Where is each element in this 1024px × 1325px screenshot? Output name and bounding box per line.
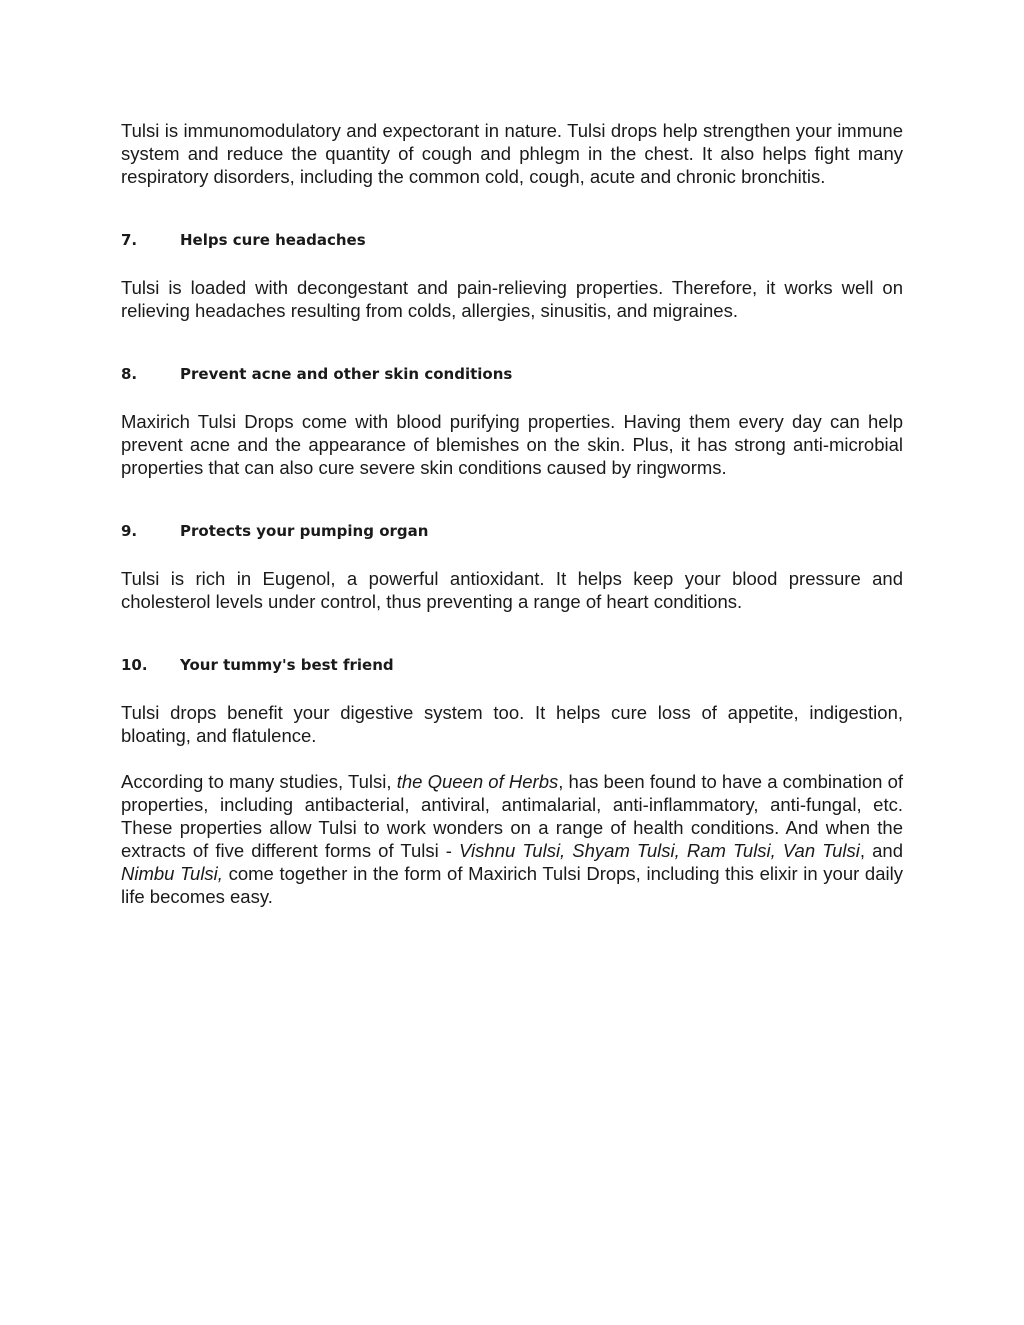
- section-number: 9.: [121, 522, 138, 540]
- closing-text: , has been found to have a combination of properties, including antibacterial, antiviral, antimalarial, anti-inflammatory, anti-fungal, etc. These properties allow Tulsi to work wonders on a range of health conditions. And when the extracts of five different forms of Tulsi -: [121, 771, 903, 861]
- section-paragraph-8: Maxirich Tulsi Drops come with blood purifying properties. Having them every day can help prevent acne and the appearance of blemishes on the skin. Plus, it has strong anti-microbial properties that can also cure severe skin conditions caused by ringworms.: [121, 411, 903, 478]
- section-heading-10: [121, 655, 903, 675]
- closing-text: come together in the form of Maxirich Tulsi Drops, including this elixir in your daily life becomes easy.: [121, 863, 903, 907]
- queen-of-herbs-text: the Queen of Herbs: [396, 771, 559, 792]
- spacer: [121, 541, 903, 567]
- section-title: Your tummy's best friend: [180, 656, 394, 674]
- spacer: [121, 384, 903, 410]
- section-number: 7.: [121, 231, 138, 249]
- spacer: [121, 250, 903, 276]
- section-number: 10.: [121, 656, 148, 674]
- section-heading-8: [121, 364, 903, 384]
- closing-paragraph: [121, 770, 903, 908]
- section-paragraph-10: Tulsi drops benefit your digestive system too. It helps cure loss of appetite, indigestion, bloating, and flatulence.: [121, 702, 903, 746]
- section-number: 8.: [121, 365, 138, 383]
- section-title: Prevent acne and other skin conditions: [180, 365, 513, 383]
- spacer: [121, 675, 903, 701]
- section-title: Protects your pumping organ: [180, 522, 429, 540]
- section-heading-7: [121, 230, 903, 250]
- section-paragraph-7: Tulsi is loaded with decongestant and pain-relieving properties. Therefore, it works well on relieving headaches resulting from colds, allergies, sinusitis, and migraines.: [121, 277, 903, 321]
- spacer: [121, 188, 903, 230]
- intro-paragraph: Tulsi is immunomodulatory and expectorant in nature. Tulsi drops help strengthen your immune system and reduce the quantity of cough and phlegm in the chest. It also helps fight many respiratory disorders, including the common cold, cough, acute and chronic bronchitis.: [121, 120, 903, 187]
- section-heading-9: [121, 521, 903, 541]
- closing-text: According to many studies, Tulsi,: [121, 771, 397, 792]
- spacer: [121, 322, 903, 364]
- document-content: [121, 119, 903, 908]
- closing-text: , and: [859, 840, 903, 861]
- spacer: [121, 747, 903, 770]
- spacer: [121, 479, 903, 521]
- nimbu-tulsi-text: Nimbu Tulsi,: [121, 863, 223, 884]
- section-paragraph-9: Tulsi is rich in Eugenol, a powerful antioxidant. It helps keep your blood pressure and cholesterol levels under control, thus preventing a range of heart conditions.: [121, 568, 903, 612]
- section-title: Helps cure headaches: [180, 231, 366, 249]
- spacer: [121, 613, 903, 655]
- tulsi-forms-text: Vishnu Tulsi, Shyam Tulsi, Ram Tulsi, Van Tulsi: [459, 840, 860, 861]
